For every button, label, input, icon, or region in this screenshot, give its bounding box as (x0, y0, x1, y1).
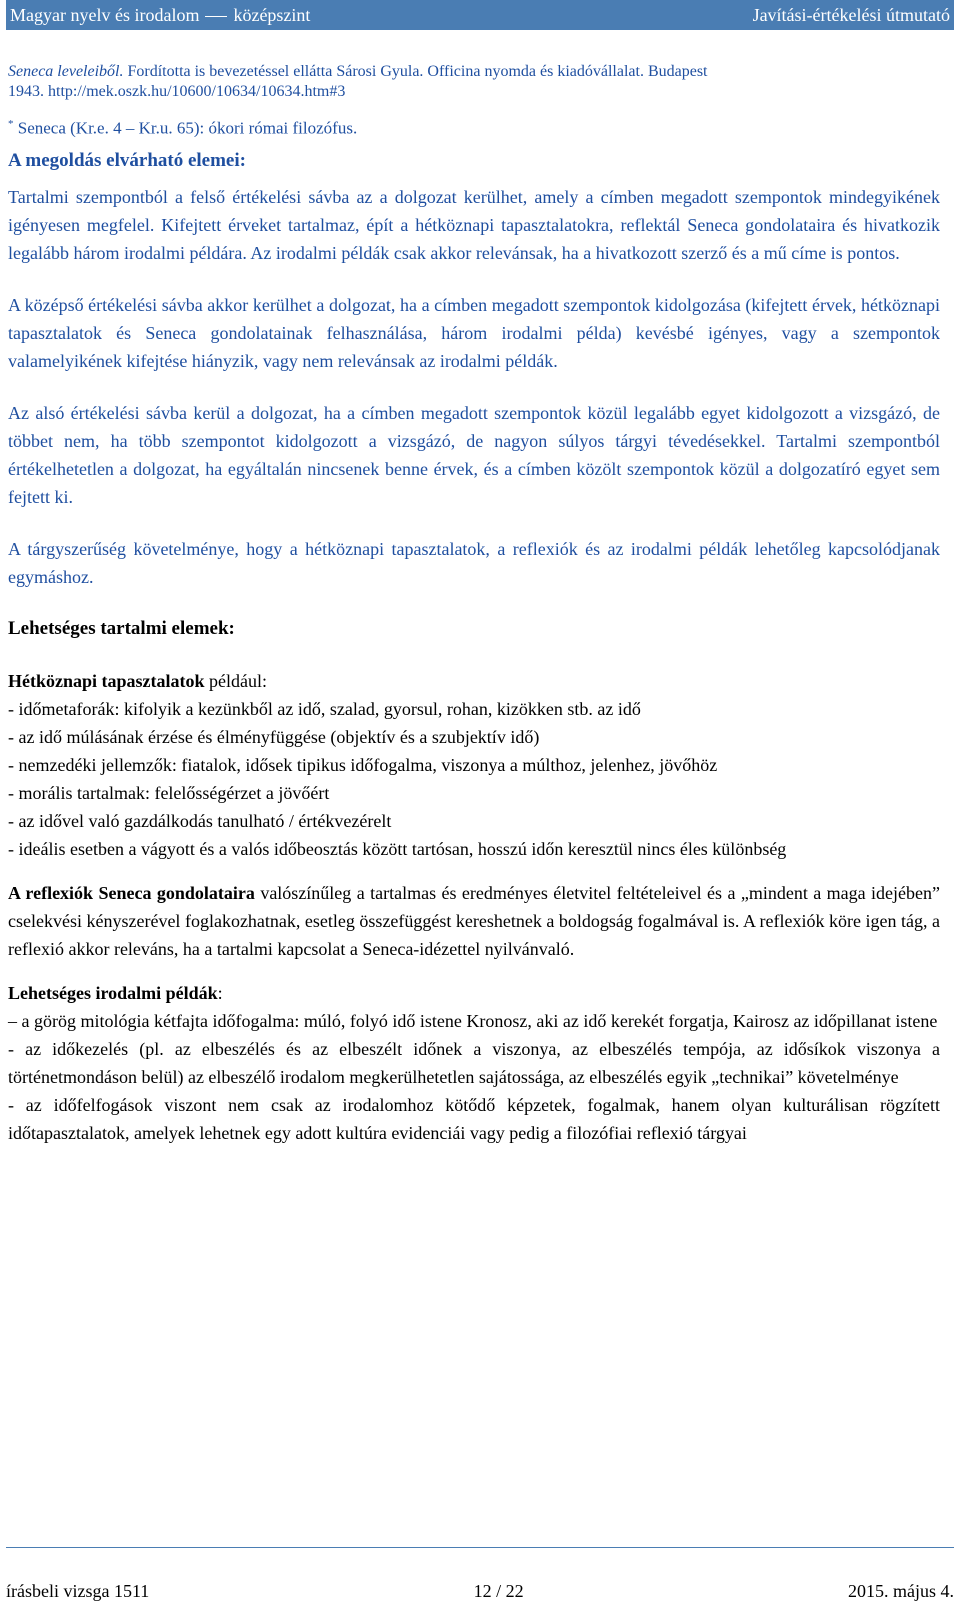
footnote (8, 112, 940, 141)
footnote-marker: * (8, 118, 14, 130)
footer-page-number: 12 / 22 (473, 1580, 524, 1601)
literary-heading-rest: : (217, 982, 223, 1003)
page-footer (6, 1577, 954, 1605)
everyday-item: - nemzedéki jellemzők: fiatalok, idősek tipikus időfogalma, viszonya a múlthoz, jelenhez, jövőhöz (8, 754, 718, 775)
literary-heading (8, 979, 940, 1007)
footer-date: 2015. május 4. (848, 1580, 954, 1601)
everyday-heading (8, 667, 940, 695)
reflection-text: valószínűleg a tartalmas és eredményes életvitel feltételeivel és a „mindent a maga idejében” cselekvési kényszerével foglakozhatnak, esetleg összefüggést kereshetnek a boldogság fogalmával is. A reflexiók köre igen tág, a reflexió akkor releváns, ha a tartalmi kapcsolat a Seneca-idézettel nyilvánvaló. (8, 882, 940, 959)
everyday-item: - az idő múlásának érzése és élményfüggése (objektív és a szubjektív idő) (8, 726, 540, 747)
everyday-item: - az idővel való gazdálkodás tanulható / értékvezérelt (8, 810, 392, 831)
solution-paragraph-2: A középső értékelési sávba akkor kerülhet a dolgozat, ha a címben megadott szempontok kidolgozása (kifejtett érvek, hétköznapi tapasztalatok és Seneca gondolatainak felhasználása, három irodalmi példa) kevésbé igényes, vagy a szempontok valamelyikének kifejtése hiányzik, vagy nem relevánsak az irodalmi példák. (8, 294, 940, 371)
solution-paragraph-4: A tárgyszerűség követelménye, hogy a hétköznapi tapasztalatok, a reflexiók és az irodalmi példák lehetőleg kapcsolódjanak egymáshoz. (8, 538, 940, 587)
source-citation (8, 62, 940, 102)
everyday-item: - ideális esetben a vágyott és a valós időbeosztás között tartósan, hosszú időn keresztül nincs éles különbség (8, 838, 787, 859)
reflection-paragraph (8, 879, 940, 963)
header-level: középszint (233, 4, 311, 25)
reflection-bold: A reflexiók Seneca gondolataira (8, 882, 255, 903)
footnote-text: Seneca (Kr.e. 4 – Kr.u. 65): ókori római filozófus. (13, 118, 358, 138)
page-content (8, 62, 940, 1147)
header-dash (205, 16, 227, 17)
page-header (6, 0, 954, 30)
everyday-item: - időmetaforák: kifolyik a kezünkből az idő, szalad, gyorsul, rohan, kizökken stb. az idő (8, 698, 641, 719)
header-left (10, 5, 310, 26)
header-subject: Magyar nyelv és irodalom (10, 4, 200, 25)
everyday-heading-rest: például: (204, 670, 267, 691)
solution-paragraph-3: Az alsó értékelési sávba kerül a dolgozat, ha a címben megadott szempontok közül legalább egyet kidolgozott a vizsgázó, de többet nem, ha több szempontot kidolgozott a vizsgázó, de nagyon súlyos tárgyi tévedésekkel. Tartalmi szempontból értékelhetetlen a dolgozat, ha egyáltalán nincsenek benne érvek, és a címben közölt szempontok közül a dolgozatíró egyet sem fejtett ki. (8, 402, 940, 507)
everyday-item: - morális tartalmak: felelősségérzet a jövőért (8, 782, 330, 803)
literary-heading-bold: Lehetséges irodalmi példák (8, 982, 218, 1003)
everyday-heading-bold: Hétköznapi tapasztalatok (8, 670, 205, 691)
solution-title: A megoldás elvárható elemei: (8, 149, 246, 171)
literary-item: – a görög mitológia kétfajta időfogalma: múló, folyó idő istene Kronosz, aki az idő kerekét forgatja, Kairosz az időpillanat istene (8, 1010, 938, 1031)
source-url: 1943. http://mek.oszk.hu/10600/10634/10634.htm#3 (8, 83, 346, 100)
footer-rule (6, 1547, 954, 1548)
header-right-title: Javítási-értékelési útmutató (752, 4, 950, 25)
literary-item: - az időkezelés (pl. az elbeszélés és az elbeszélt időnek a viszonya, az elbeszélés tempója, az idősíkok viszonya a történetmondáson belül) az elbeszélő irodalom megkerülhetetlen sajátossága, az elbeszélés egyik „technikai” követelménye (8, 1038, 940, 1087)
content-elements-title: Lehetséges tartalmi elemek: (8, 617, 235, 639)
source-details: Fordította is bevezetéssel ellátta Sárosi Gyula. Officina nyomda és kiadóvállalat. Budapest (123, 63, 708, 80)
solution-paragraph-1: Tartalmi szempontból a felső értékelési sávba az a dolgozat kerülhet, amely a címben megadott szempontok mindegyikének igényesen megfelel. Kifejtett érveket tartalmaz, épít a hétköznapi tapasztalatokra, reflektál Seneca gondolataira és hivatkozik legalább három irodalmi példára. Az irodalmi példák csak akkor relevánsak, ha a hivatkozott szerző és a mű címe is pontos. (8, 186, 940, 263)
footer-exam-code: írásbeli vizsga 1511 (6, 1580, 150, 1601)
literary-item: - az időfelfogások viszont nem csak az irodalomhoz kötődő képzetek, fogalmak, hanem olyan kulturálisan rögzített időtapasztalatok, amelyek lehetnek egy adott kultúra evidenciái vagy pedig a filozófiai reflexió tárgyai (8, 1094, 940, 1143)
source-title: Seneca leveleiből. (8, 63, 124, 80)
